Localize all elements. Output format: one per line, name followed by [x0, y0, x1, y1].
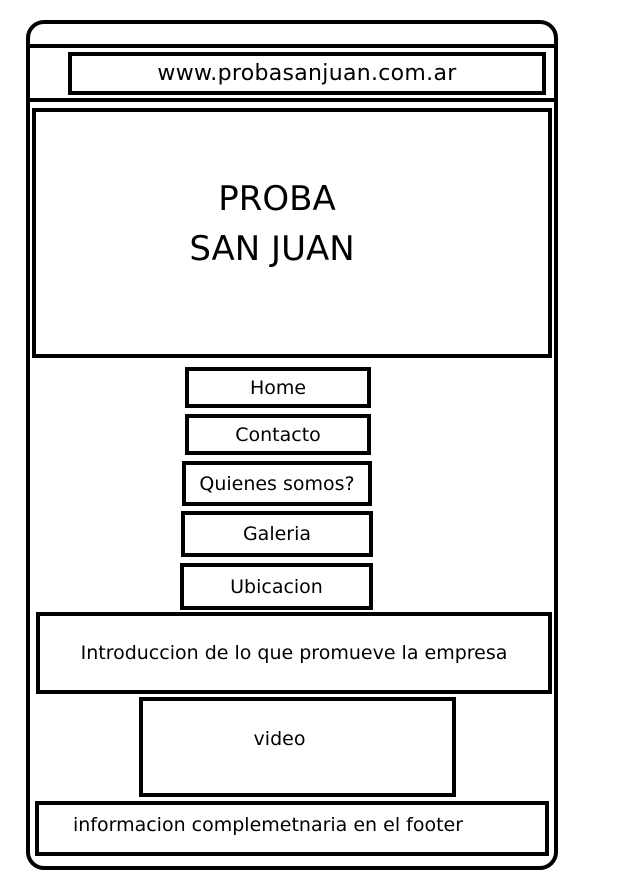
nav-galeria-button[interactable] [181, 511, 373, 557]
nav-contacto-button[interactable] [185, 414, 371, 455]
nav-quienes-somos-label: Quienes somos? [199, 472, 355, 495]
intro-section [36, 612, 552, 694]
hero-title-line1: PROBA [218, 179, 336, 219]
nav-home-button[interactable] [185, 367, 371, 408]
intro-text: Introduccion de lo que promueve la empresa [80, 642, 508, 664]
nav-home-label: Home [249, 376, 307, 399]
video-label: video [253, 728, 306, 750]
nav-quienes-somos-button[interactable] [182, 461, 372, 506]
video-placeholder[interactable] [139, 697, 456, 797]
address-bar-bottom-divider [26, 98, 558, 102]
url-text: www.probasanjuan.com.ar [157, 61, 457, 86]
nav-ubicacion-label: Ubicacion [230, 575, 323, 598]
hero-banner [32, 108, 552, 358]
nav-contacto-label: Contacto [235, 423, 321, 446]
address-bar-top-divider [26, 44, 558, 48]
footer-section [35, 801, 549, 856]
hero-title-line2: SAN JUAN [189, 229, 355, 269]
url-address-field[interactable] [68, 52, 546, 95]
nav-ubicacion-button[interactable] [180, 563, 373, 610]
nav-galeria-label: Galeria [242, 523, 312, 545]
footer-text: informacion complemetnaria en el footer [72, 813, 464, 836]
